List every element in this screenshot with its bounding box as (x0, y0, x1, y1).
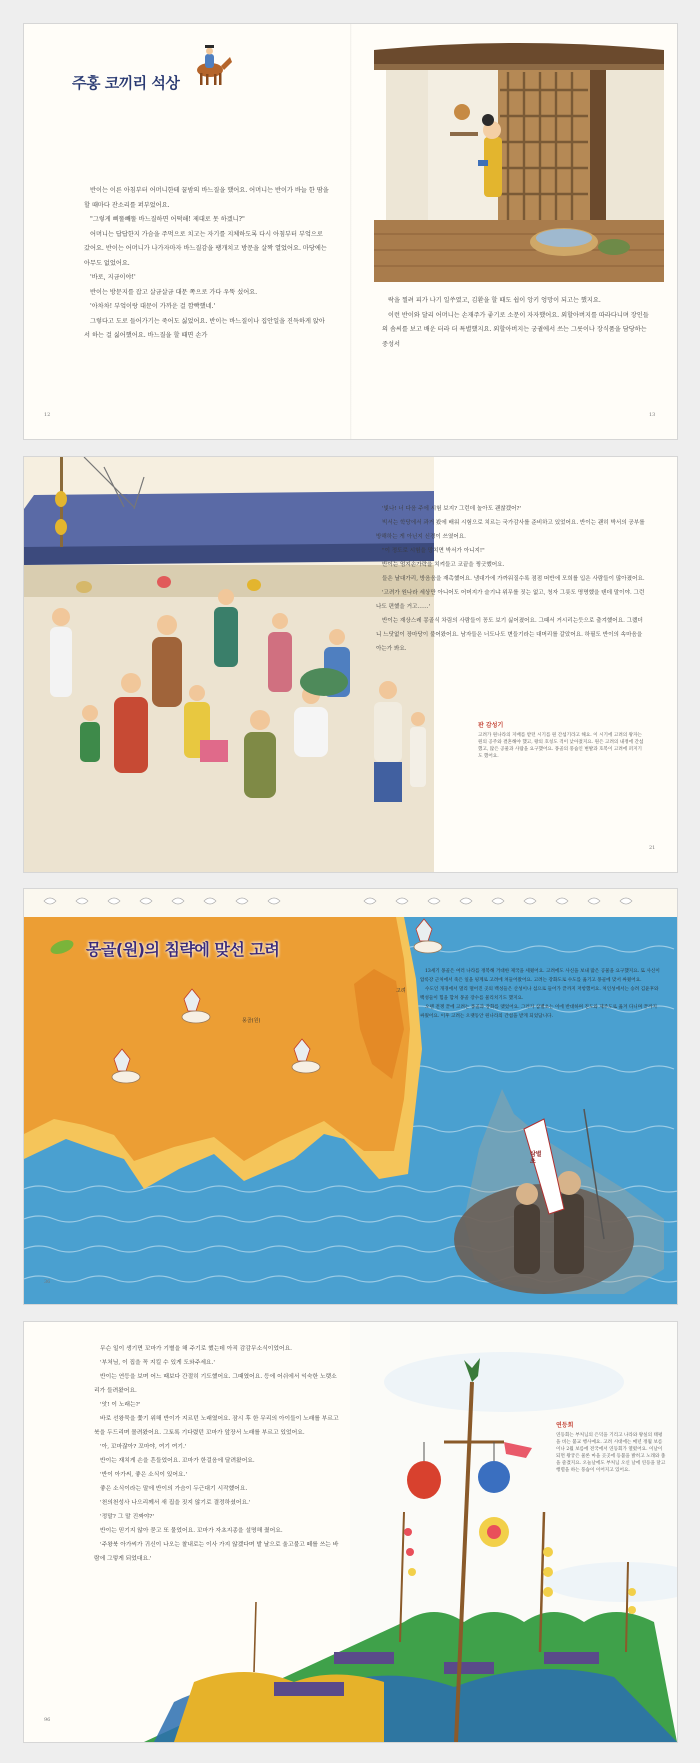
paragraph: 반이는 연등을 보며 어느 때보다 간절히 기도했어요. 그때였어요. 등에 어쉬에서 익숙한 노랫소리가 들려왔어요. (94, 1374, 337, 1394)
paragraph: '앗! 이 노래는?' (100, 1402, 141, 1408)
info-note (556, 1422, 666, 1474)
paragraph: 그렇다고 도로 들어가기는 죽어도 싫었어요. 반이는 바느질이나 집안일을 진득하게 앉아서 하는 걸 싫어했어요. 바느질을 할 때면 손가 (84, 317, 325, 339)
paragraph: "그렇게 삐뚤빼뚤 바느질하면 어떡해! 제대로 못 하겠니?" (90, 216, 245, 223)
right-body-text (376, 502, 646, 656)
paragraph: 반이는 믿기지 않아 묻고 또 물었어요. 꼬마가 자초지종을 설명해 줬어요. (100, 1528, 283, 1534)
page-number-left: 96 (44, 1717, 51, 1723)
map-label-goryeo: 고려 (396, 988, 406, 994)
market-crowd-illustration (24, 457, 434, 872)
chapter-title: 주홍 코끼리 석상 (72, 74, 180, 92)
paragraph: 무슨 일이 생기면 꼬마가 기별을 해 주기로 했는데 아직 감감무소식이었어요. (100, 1346, 293, 1352)
paragraph: 반이는 엄지손가락을 치켜들고 코끝을 찡긋했어요. (382, 562, 505, 568)
right-body-text (382, 294, 652, 352)
paragraph: 이런 반이와 달리 어머니는 손재주가 좋기로 소문이 자자했어요. 외할아버지를 따라다니며 장인들의 솜씨를 보고 배운 터라 더 특별했지요. 외할아버지는 궁궐에서 쓰는 그릇이나 장식품을 담당하는 중성서 (382, 311, 649, 348)
page-number-right: 13 (649, 412, 656, 418)
paragraph: "이 정도로 시험을 망치면 박서가 아니지!" (382, 548, 485, 554)
paragraph: 반이는 재상스레 몽골식 차림의 사람들이 꽁도 보기 싫어졌어요. 그때서 거시리는듯으로 출겨했어요. 그랬더니 느닷없이 장마당이 불어왔어요. 남자들은 너도나도 변들기라는 대머리를 갈았어요. 하필도 반이의 속마음을 아는가 봐요. (376, 618, 643, 652)
paragraph: 반이는 재치게 손을 흔들었어요. 꼬마가 한걸음에 달려왔어요. (100, 1458, 255, 1464)
paragraph: '아, 꼬마잖아? 꼬마야, 여기 여기.' (100, 1444, 187, 1450)
spread-joohong-elephant (24, 24, 677, 439)
paragraph: 어머니는 답답한지 가슴을 주먹으로 치고는 자기를 지체하도록 다시 아침부터 부엌으로 갔어요. 반이는 어머니가 나가자마자 바느질감을 팽개치고 방문을 살짝 열었어요. 마당에는 아무도 없었어요. (84, 230, 327, 267)
paragraph: 오랜 전쟁 끝에 고려는 몽골과 강화를 맺었어요. 그러자 삼별초는 이에 반대하며 진도와 제주도로 옮겨 다니며 끝까지 싸웠어요. 이후 고려는 오랫동안 원나라의 간섭을 받게 되었답니다. (420, 1005, 657, 1019)
map-body-text (420, 967, 660, 1021)
map-label-mongol: 몽골(원) (242, 1018, 261, 1024)
paragraph: '천의천성사 나으리께서 새 집을 짓지 않기로 결정하셨어요.' (100, 1500, 251, 1506)
info-note-title: 판 감성기 (478, 722, 504, 729)
info-note (478, 722, 644, 760)
info-note-body: 고려가 원나라의 지배를 받던 시기를 원 간섭기라고 해요. 이 시기에 고려의 왕자는 원의 공주와 결혼해야 했고, 왕의 호칭도 격이 낮아졌지요. 원은 고려의 내정에 간섭했고, 많은 공물과 사람을 요구했어요. 몽골의 풍습인 변발과 호복이 고려에 퍼지기도 했어요. (478, 733, 644, 759)
spread-market (24, 457, 677, 872)
paragraph: '부처님, 이 집을 꼭 지킬 수 있게 도와주세요.' (100, 1360, 215, 1366)
paragraph: 빅서는 학당에서 과거 봤에 배워 시험으로 치르는 국가감사를 준비하고 있었어요. 반이는 괜히 박서의 공부를 방해하는 게 아닌지 신경이 쓰였어요. (376, 520, 645, 540)
info-note-title: 연등회 (556, 1422, 574, 1429)
horse-rider-illustration (186, 42, 234, 88)
spread-mongol-invasion-map (24, 889, 677, 1304)
info-note-body: 연등회는 부처님의 은덕을 기리고 나라와 왕실의 태평을 비는 불교 행사예요. 고려 시대에는 매년 정월 보름이나 2월 보름에 전국에서 연등회가 열렸어요. 이날이 되면 왕궁은 물론 마을 곳곳에 등불을 밝히고 노래와 춤을 즐겼지요. 오늘날에도 부처님 오신 날에 연등을 달고 행렬을 하는 풍습이 이어지고 있어요. (556, 1433, 666, 1473)
paragraph: '빛나! 너 다음 주에 시험 보지? 그런데 놀아도 괜찮겠어?' (382, 506, 522, 512)
left-body-text (84, 184, 329, 344)
paragraph: 13세기 몽골은 여러 나라를 정복해 거대한 제국을 세웠어요. 고려에도 사신을 보내 많은 공물을 요구했지요. 또 사신이 압록강 근처에서 죽은 일을 핑계로 고려에 쳐들어왔어요. 고려는 강화도로 수도를 옮기고 몽골에 맞서 싸웠어요. (420, 969, 660, 983)
spread-lantern-festival (24, 1322, 677, 1742)
page-number-right: 21 (649, 845, 656, 851)
paragraph: 바로 선왕묵을 쫓기 위해 반이가 지르던 노래였어요. 잠시 후 한 무리의 아이들이 노래를 부르고 북을 두드리며 몰려왔어요. 그토록 기다렸던 꼬마가 앞장서 노래를 부르고 있었어요. (94, 1416, 339, 1436)
paragraph: '주왕북 아가씨가 귀신이 나오는 찰내로는 이사 가지 않겠다며 발 날으로 울고불고 떼를 쓰는 바람에 그렇게 되었대요.' (94, 1542, 339, 1562)
paragraph: 반이는 방문지를 잡고 살금살금 대문 쪽으로 가다 우뚝 섰어요. (90, 288, 258, 296)
sambyeolcho-banner: 삼별초 (530, 1151, 542, 1165)
left-body-text (94, 1342, 339, 1566)
paragraph: 수도인 개경에서 멀리 떨어진 곳의 백성들은 산성이나 섬으로 들어가 끝까지 저항했어요. 처인성에서는 승려 김윤후와 백성들이 힘을 합쳐 몽골 장수를 물리치기도 했지요. (420, 987, 659, 1001)
paragraph: '고려가 원나라 세상만 아니어도 어머지가 슬기냐 위무를 짓는 없고, 청자 그릇도 명명했을 텐데 말이야. 그런 나도 편했을 거고……' (376, 590, 645, 610)
paragraph: 반이는 이른 아침부터 어머니한테 꿀밤의 바느질을 했어요. 어머니는 반이가 바늘 한 땀을 할 때마다 잔소리를 퍼부었어요. (84, 187, 329, 209)
room-doorway-illustration (374, 42, 664, 282)
paragraph: '아차차! 부엌이랑 대문이 가까운 걸 깜빡했네.' (90, 303, 216, 310)
map-title: 몽골(원)의 침략에 맞선 고려 (86, 940, 280, 959)
paragraph: '정말? 그 말 진짜야?' (100, 1514, 155, 1520)
paragraph: '반이 아가씨, 좋은 소식이 있어요.' (100, 1472, 188, 1478)
paragraph: 들은 날대가리, 방음음을 재촉했어요. 냄대가에 가까워질수록 점점 떠반에 모희를 입은 사람들이 많아졌어요. (382, 576, 645, 582)
page-gutter (350, 24, 352, 439)
paragraph: 락을 찔려 피가 나기 일쑤였고, 김환을 할 때도 쉽이 앙키 엉망이 되고는 했지요. (388, 297, 601, 304)
paragraph: '바로, 지금이야!' (90, 274, 136, 281)
paragraph: 좋은 소식이라는 말에 반이의 가슴이 두근대기 시작했어요. (100, 1486, 248, 1492)
page-number-left: 12 (44, 412, 51, 418)
page-number-left: 36 (44, 1279, 51, 1285)
